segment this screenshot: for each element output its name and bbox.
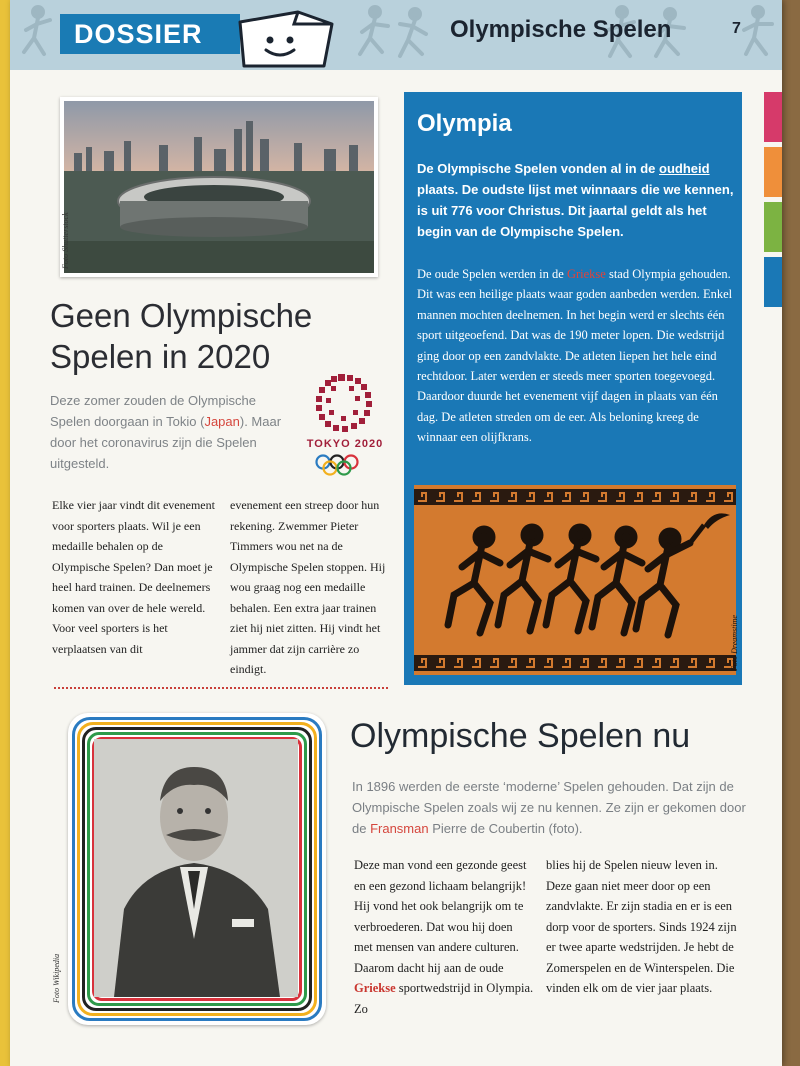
article-column: blies hij de Spelen nieuw leven in. Deze gaan niet meer door op een zandvlakte. Er zijn stadia en er is een dorp voor de sporters. Sinds 1924 zijn er twee aparte wedstrijden. Je hebt de Zomerspelen en de Winterspelen. Die vinden elk om de vier jaar plaats.	[546, 858, 737, 995]
lead-text: In 1896 werden de eerste ‘moderne’ Spelen gehouden. Dat zijn de Olympische Spelen zoals wij ze nu kennen. Ze zijn er gekomen door de	[352, 779, 746, 836]
glossary-link[interactable]: oudheid	[659, 161, 710, 176]
photo-credit: Foto Wikipedia	[52, 953, 61, 1003]
section-tab-orange	[764, 147, 782, 197]
lead-text: De Olympische Spelen vonden al in de	[417, 161, 660, 176]
olympic-rings-icon	[305, 454, 385, 476]
section-tabs	[764, 92, 782, 312]
mascot-icon	[234, 4, 338, 68]
body-text: sportwedstrijd in Olympia. Zo	[354, 981, 534, 1016]
photo-credit: Foto Dreamstime	[730, 615, 739, 671]
body-text: stad Olympia gehouden. Dit was een heilige plaats waar goden aanbeden werden. Enkel mannen mochten deelnemen. In het begin werd er slechts één sport uitgeoefend. Dat was de 190 meter lopen. Die wedstrijd ging door op een zandvlakte. De atleten liepen het hele eind rechtdoor. Later werden er steeds meer sporten toegevoegd. Daardoor duurde het evenement vijf dagen in plaats van één dag. De atleten streden om de eer. Als beloning kreeg de winnaar een olijfkrans.	[417, 267, 733, 445]
dotted-divider	[54, 687, 388, 689]
article-column: evenement een streep door hun rekening. Zwemmer Pieter Timmers wou net na de Olympische Spelen stoppen. Hij wou graag nog een medaille behalen. Een extra jaar trainen ziet hij niet zitten. Hij vindt het jammer dat zijn carrière zo eindigt.	[230, 498, 386, 676]
infobox-title: Olympia	[417, 110, 512, 137]
section-tab-pink	[764, 92, 782, 142]
lead-text: ). Maar door het coronavirus zijn die Spelen uitgesteld.	[50, 414, 282, 471]
infobox-lead	[417, 158, 735, 242]
portrait-frame	[52, 713, 326, 1025]
lead-text: Deze zomer zouden de Olympische Spelen doorgaan in Tokio (	[50, 393, 256, 429]
article-column: Elke vier jaar vindt dit evenement voor sporters plaats. Wil je een medaille behalen op de Olympische Spelen? Dan moet je heel hard trainen. De deelnemers komen van over de hele wereld. Voor veel sporters is het verplaatsen van dit	[52, 498, 215, 656]
lead-text: Pierre de Coubertin (foto).	[428, 821, 583, 836]
glossary-link[interactable]: Japan	[204, 414, 240, 429]
stadium-image	[64, 101, 374, 273]
glossary-link[interactable]: Griekse	[566, 267, 606, 281]
greek-runners-illustration	[414, 485, 739, 675]
article-title	[50, 295, 380, 377]
article-lead	[50, 390, 300, 474]
section-tab-blue	[764, 257, 782, 307]
glossary-link[interactable]: Griekse	[354, 981, 396, 995]
lead-text: plaats. De oudste lijst met winnaars die we kennen, is uit 776 voor Christus. Dit jaartal geldt als het begin van de Olympische Spelen.	[417, 182, 734, 239]
dossier-label: DOSSIER	[60, 14, 240, 54]
title-line: Geen Olympische	[50, 297, 313, 334]
tokyo-emblem-icon	[305, 372, 385, 436]
article-lead	[352, 776, 747, 839]
article-title: Olympische Spelen nu	[350, 717, 691, 755]
coubertin-photo	[94, 739, 298, 997]
magazine-page	[10, 0, 782, 1066]
page-header	[10, 0, 782, 70]
tokyo-logo-text: TOKYO 2020	[306, 438, 384, 450]
body-text: De oude Spelen werden in de	[417, 267, 567, 281]
tokyo-2020-logo	[305, 372, 385, 482]
portrait-image	[94, 739, 298, 997]
stadium-photo	[60, 97, 378, 277]
section-tab-green	[764, 202, 782, 252]
body-text: Deze man vond een gezonde geest en een gezond lichaam belangrijk! Hij vond het ook belangrijk om te verbroederen. Dat wou hij doen met mensen van andere culturen. Daarom dacht hij aan de oude	[354, 858, 527, 975]
header-title: Olympische Spelen	[450, 16, 672, 43]
runners-image	[414, 485, 736, 675]
olympia-infobox	[404, 92, 742, 685]
title-line: Spelen in 2020	[50, 338, 271, 375]
infobox-body	[417, 264, 735, 448]
glossary-link[interactable]: Fransman	[370, 821, 429, 836]
article-column	[354, 855, 534, 1019]
page-number: 7	[732, 20, 741, 37]
photo-credit: Foto Shutterstock	[61, 212, 70, 269]
